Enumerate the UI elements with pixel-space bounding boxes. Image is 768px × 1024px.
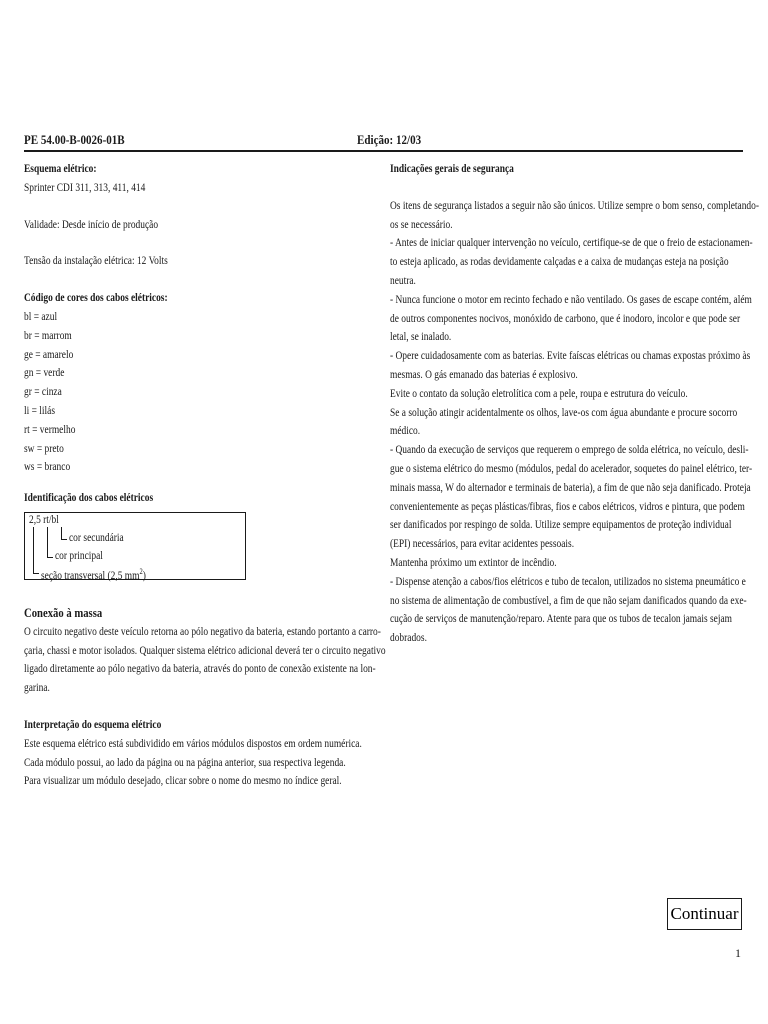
document-code: PE 54.00-B-0026-01B [24, 132, 125, 147]
cable-id-diagram [24, 512, 246, 580]
edition-date: Edição: 12/03 [357, 132, 422, 147]
ground-title: Conexão à massa [24, 604, 103, 620]
color-code-list [24, 308, 380, 477]
cross-section-label: seção transversal (2,5 $mm^2$) [41, 566, 146, 582]
cable-code: 2,5 rt/bl [29, 513, 59, 526]
primary-color-label: cor principal [55, 549, 103, 562]
color-code-item: ws = branco [24, 461, 71, 474]
color-code-item: li = lilás [24, 404, 55, 417]
right-column [390, 160, 759, 648]
secondary-color-label: cor secundária [69, 531, 124, 544]
vehicle-models: Sprinter CDI 311, 313, 411, 414 [24, 181, 146, 194]
validity-text: Validade: Desde início de produção [24, 218, 159, 231]
safety-paragraph: Os itens de segurança listados a seguir não são únicos. Utilize sempre o bom senso, completando- os se necessário. - Antes de iniciar qualquer intervenção no veículo, certifique-se de que o freio de estacionamen- to esteja aplicado, as rodas devidamente calçadas e a caixa de mudanças esteja na posição neutra. - Nunca funcione o motor em recinto fechado e não ventilado. Os gases de escape contém, além de outros componentes nocivos, monóxido de carbono, que é inodoro, incolor e que pode ser letal, se inalado. - Opere cuidadosamente com as baterias. Evite faíscas elétricas ou chamas expostas próximo às mesmas. O gás emanado das baterias é explosivo. Evite o contato da solução eletrolítica com a pele, roupa e estrutura do veículo. Se a solução atingir acidentalmente os olhos, lave-os com água abundante e procure socorro médico. - Quando da execução de serviços que requerem o emprego de solda elétrica, no veículo, desli- gue o sistema elétrico do mesmo (módulos, pedal do acelerador, soquetes do painel elétrico, ter- minais massa, W do alternador e terminais de bateria), a fim de que não seja danificado. Proteja convenientemente as peças plásticas/fibras, fios e cabos elétricos, vidros e pintura, que podem ser danificados por respingo de solda. Utilize sempre equipamentos de proteção individual (EPI) necessários, para evitar acidentes pessoais. Mantenha próximo um extintor de incêndio. - Dispense atenção a cabos/fios elétricos e tubo de tecalon, utilizados no sistema pneumático e no sistema de alimentação de combustível, a fim de que não sejam danificados quando da exe- cução de serviços de manutenção/reparo. Atente para que os tubos de tecalon jamais sejam dobrados. [390, 199, 759, 645]
schema-title: Esquema elétrico: [24, 163, 97, 175]
cable-id-title: Identificação dos cabos elétricos [24, 492, 154, 505]
color-code-item: sw = preto [24, 442, 64, 455]
color-code-item: rt = vermelho [24, 423, 76, 436]
page-number: 1 [735, 946, 741, 960]
interpretation-title: Interpretação do esquema elétrico [24, 718, 162, 731]
left-column [24, 160, 386, 791]
ground-paragraph: O circuito negativo deste veículo retorna ao pólo negativo da bateria, estando portanto a carro- çaria, chassi e motor isolados. Qualquer sistema elétrico adicional deverá ter o circuito negativo ligado diretamente ao pólo negativo da bateria, através do ponto de conexão existente na lon- garina. [24, 625, 386, 695]
interpretation-paragraph: Este esquema elétrico está subdividido em vários módulos dispostos em ordem numérica. Cada módulo possui, ao lado da página ou na página anterior, sua respectiva legenda. Para visualizar um módulo desejado, clicar sobre o nome do mesmo no índice geral. [24, 737, 362, 788]
color-code-item: gr = cinza [24, 386, 62, 399]
safety-title: Indicações gerais de segurança [390, 163, 514, 175]
primary-leader [47, 527, 48, 557]
secondary-leader [61, 527, 62, 539]
color-code-title: Código de cores dos cabos elétricos: [24, 292, 168, 305]
continue-button[interactable]: Continuar [667, 898, 742, 930]
section-leader [33, 527, 34, 573]
color-code-item: ge = amarelo [24, 348, 74, 361]
color-code-item: br = marrom [24, 329, 72, 342]
color-code-item: bl = azul [24, 310, 58, 323]
voltage-text: Tensão da instalação elétrica: 12 Volts [24, 255, 168, 268]
header-divider [24, 150, 743, 152]
color-code-item: gn = verde [24, 367, 65, 380]
